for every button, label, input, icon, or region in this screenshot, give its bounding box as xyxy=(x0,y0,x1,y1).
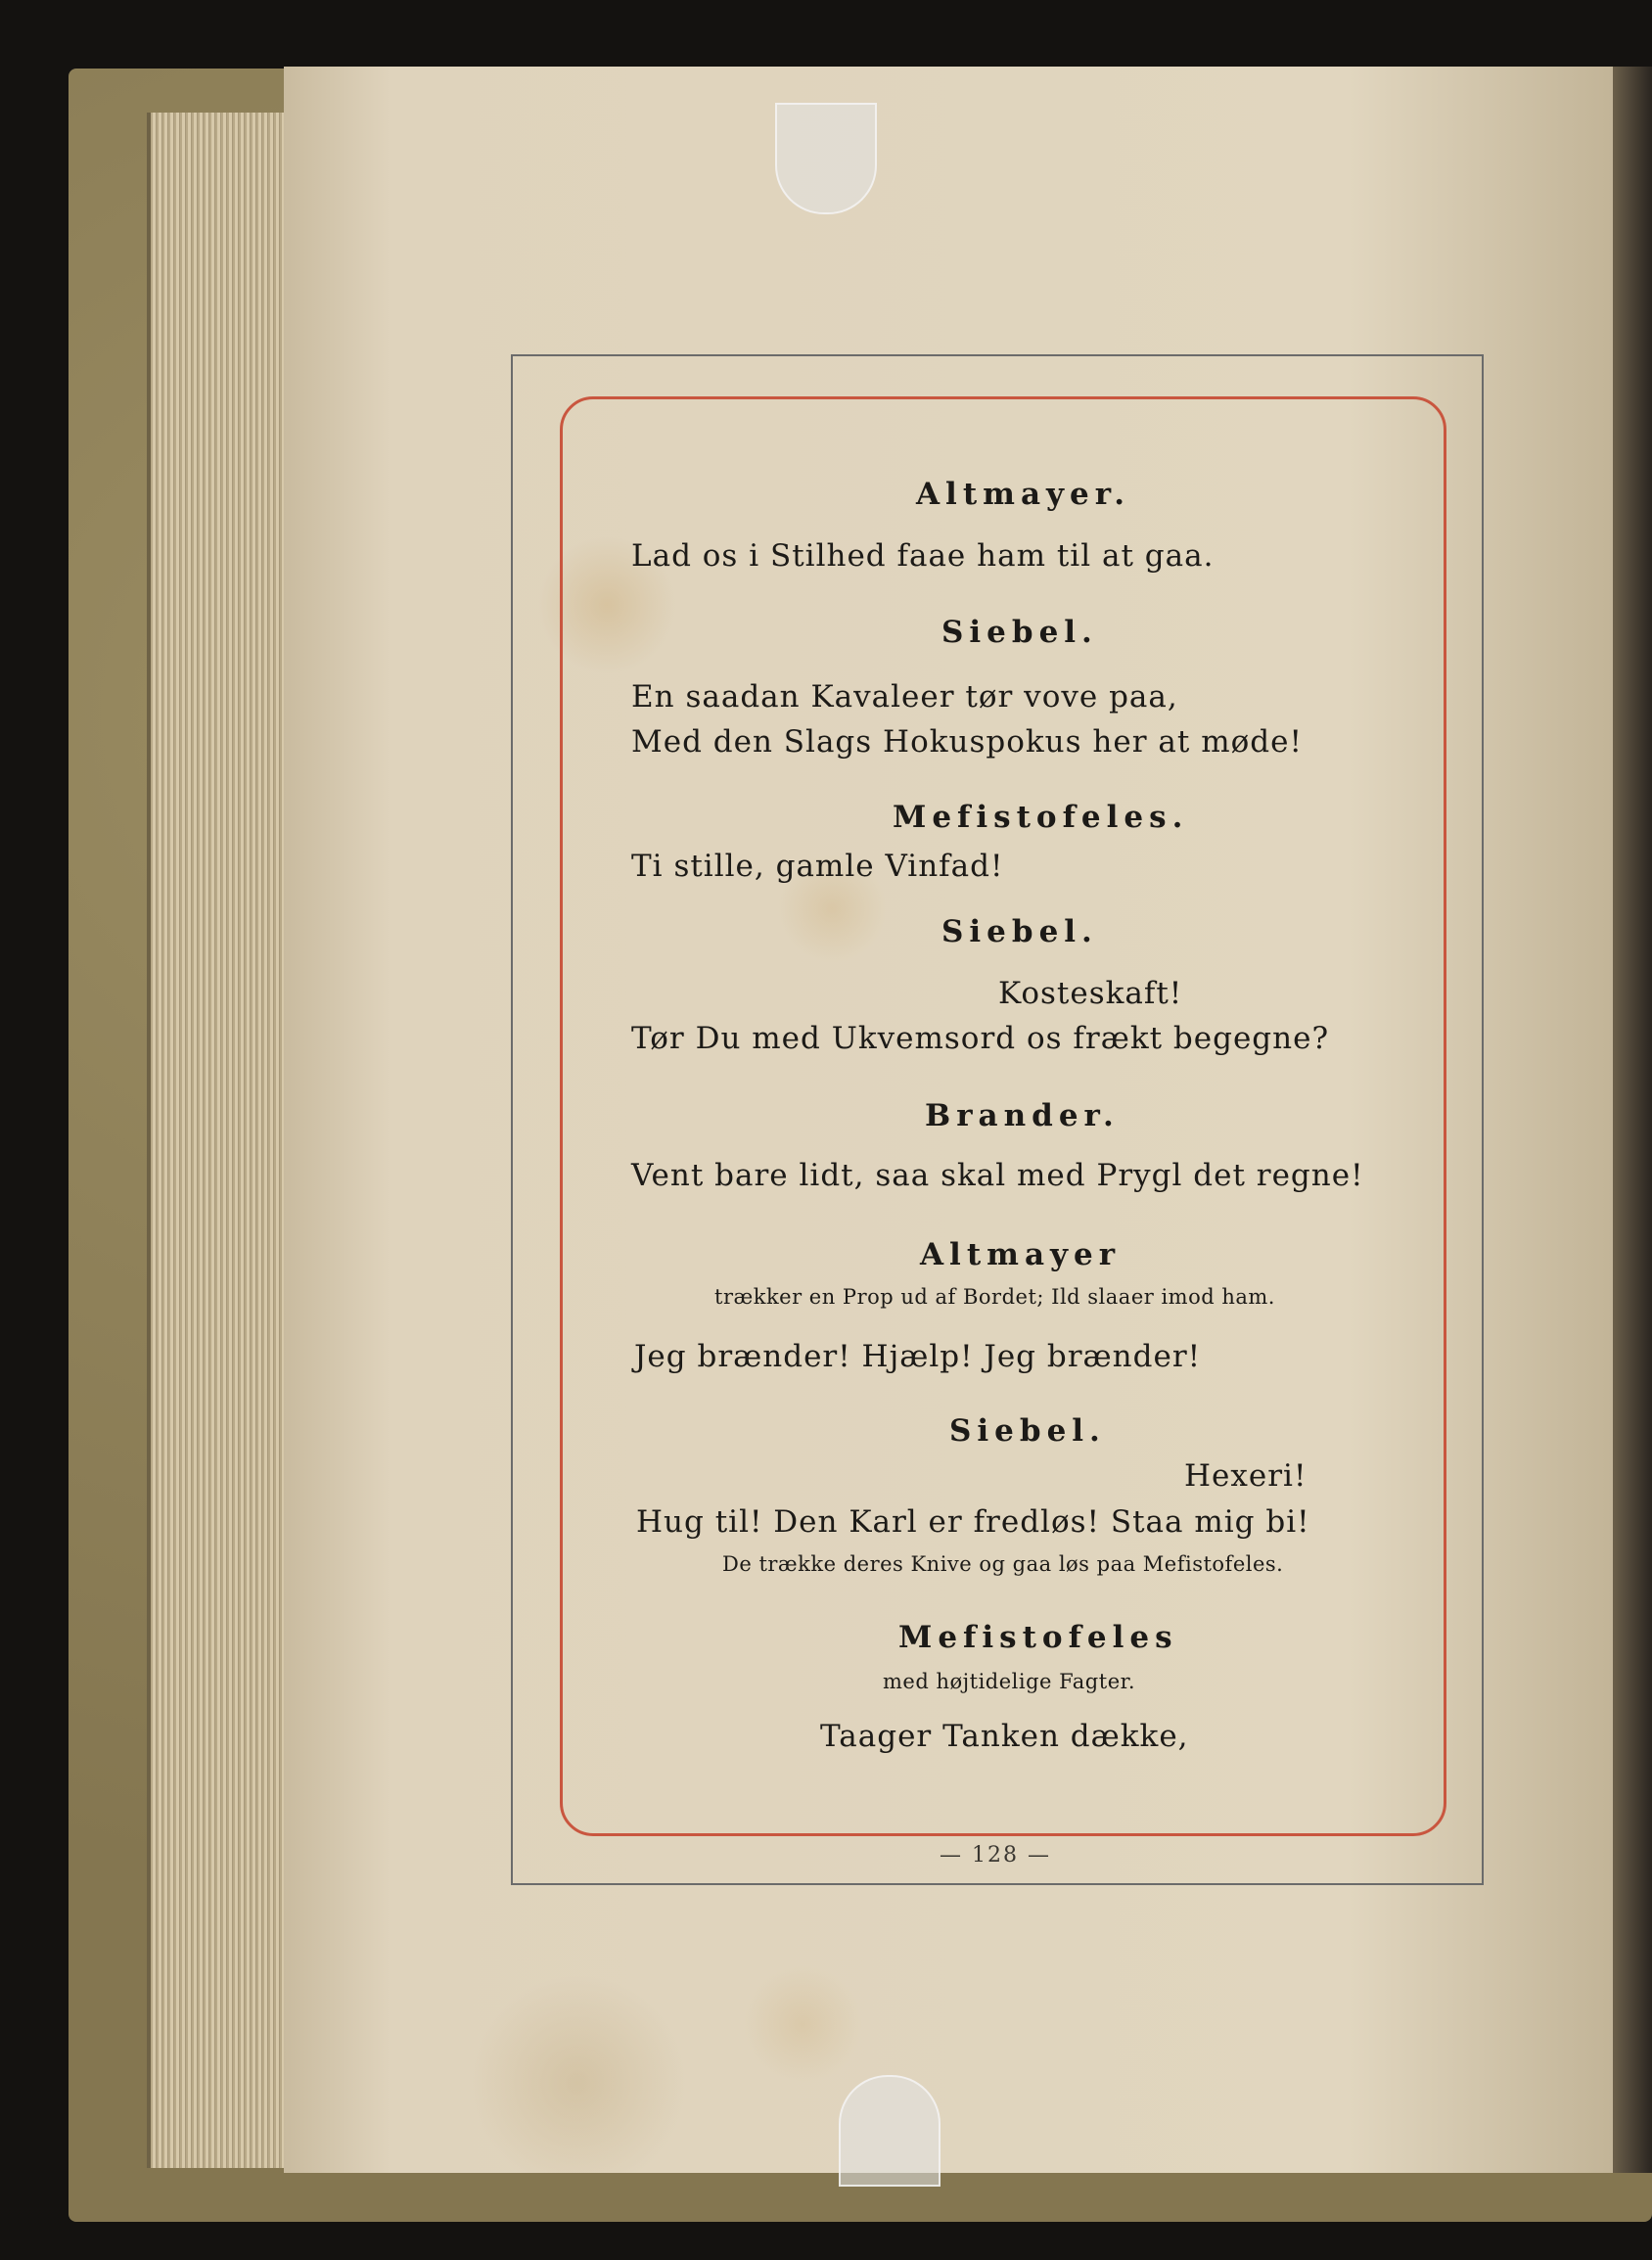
verse-line: Hug til! Den Karl er fredløs! Staa mig bi! xyxy=(636,1504,1310,1540)
verse-line: Jeg brænder! Hjælp! Jeg brænder! xyxy=(634,1339,1202,1374)
speaker-mefistofeles: Mefistofeles xyxy=(898,1620,1178,1655)
verse-line: Hexeri! xyxy=(1184,1458,1308,1494)
verse-line: Taager Tanken dække, xyxy=(820,1719,1189,1754)
verse-line: Tør Du med Ukvemsord os frækt begegne? xyxy=(631,1021,1330,1056)
speaker-siebel: Siebel. xyxy=(949,1413,1106,1449)
stage-direction: med højtidelige Fagter. xyxy=(883,1670,1136,1693)
page-number: — 128 — xyxy=(940,1843,1051,1868)
verse-line: Ti stille, gamle Vinfad! xyxy=(631,849,1004,884)
verse-line: Med den Slags Hokuspokus her at møde! xyxy=(631,724,1303,760)
speaker-siebel: Siebel. xyxy=(941,615,1098,650)
verse-line: Vent bare lidt, saa skal med Prygl det regne! xyxy=(631,1158,1364,1193)
speaker-siebel: Siebel. xyxy=(941,914,1098,949)
speaker-mefistofeles: Mefistofeles. xyxy=(893,800,1189,835)
facing-page-edge xyxy=(1613,67,1652,2173)
stage-direction: trækker en Prop ud af Bordet; Ild slaaer imod ham. xyxy=(714,1285,1275,1309)
speaker-altmayer: Altmayer. xyxy=(916,477,1131,512)
stage-direction: De trække deres Knive og gaa løs paa Mefistofeles. xyxy=(722,1552,1284,1576)
verse-line: Lad os i Stilhed faae ham til at gaa. xyxy=(631,538,1215,574)
speaker-altmayer: Altmayer xyxy=(920,1237,1122,1272)
page-clip-top xyxy=(775,103,877,214)
page-edges xyxy=(147,113,298,2168)
verse-line: En saadan Kavaleer tør vove paa, xyxy=(631,679,1178,715)
verse-line: Kosteskaft! xyxy=(998,976,1183,1011)
speaker-brander: Brander. xyxy=(925,1098,1120,1133)
page-clip-bottom xyxy=(839,2075,941,2187)
